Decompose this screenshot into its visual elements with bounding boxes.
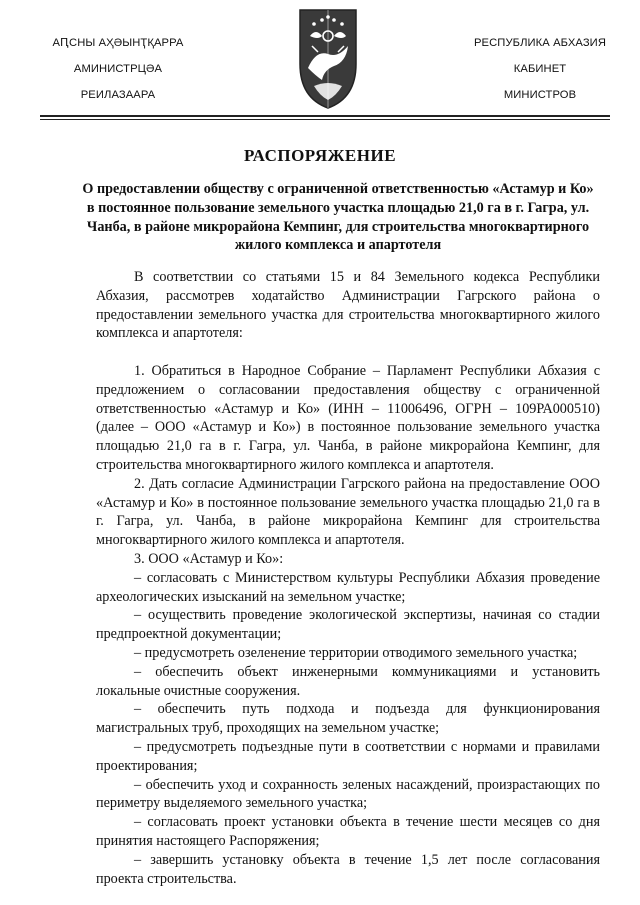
- letterhead-line: РЕИЛАЗААРА: [80, 89, 156, 101]
- obligation-item: – предусмотреть озеленение территории отводимого земельного участка;: [134, 644, 578, 661]
- clause-1: 1. Обратиться в Народное Собрание – Парламент Республики Абхазия с предложением о согласовании предоставления обществу с ограниченной ответственностью «Астамур и Ко» (ИНН – 11006496, ОГРН – 109РА000510) (далее – ООО «Астамур и Ко») в постоянное пользование земельного участка площадью 21,0 га в г. Гагра, ул. Чанба, в районе микрорайона Кемпинг, для строительства многоквартирного жилого комплекса и апартотеля.: [96, 362, 600, 473]
- abkhazia-coat-of-arms-icon: [296, 6, 360, 110]
- header-divider-thin: [40, 119, 610, 120]
- obligation-item: – предусмотреть подъездные пути в соответствии с нормами и правилами проектирования;: [96, 738, 600, 774]
- obligation-item: – согласовать проект установки объекта в течение шести месяцев со дня принятия настоящего Распоряжения;: [96, 814, 600, 849]
- letterhead-line: АԤСНЫ АҲӘЫНҬҚАРРА: [52, 37, 184, 49]
- letterhead-line: РЕСПУБЛИКА АБХАЗИЯ: [474, 37, 606, 49]
- obligation-item: – обеспечить путь подхода и подъезда для функционирования магистральных труб, проходящих на земельном участке;: [96, 701, 600, 737]
- header-divider-thick: [40, 115, 610, 117]
- obligation-item: – завершить установку объекта в течение 1,5 лет после согласования проекта строительства.: [96, 851, 600, 887]
- letterhead-line: АМИНИСТРЦӘА: [73, 63, 163, 75]
- letterhead-line: КАБИНЕТ: [513, 63, 567, 75]
- obligation-item: – осуществить проведение экологической экспертизы, начиная со стадии предпроектной документации;: [96, 607, 600, 643]
- clause-3: 3. ООО «Астамур и Ко»:: [134, 550, 284, 567]
- letterhead-russian: [440, 30, 640, 108]
- obligation-item: – обеспечить объект инженерными коммуникациями и установить локальные очистные сооружения.: [96, 663, 600, 699]
- obligation-item: – обеспечить уход и сохранность зеленых насаждений, произрастающих по периметру выделяемого земельного участка;: [96, 776, 600, 812]
- document-body: [96, 268, 600, 888]
- clause-2: 2. Дать согласие Администрации Гагрского района на предоставление ООО «Астамур и Ко» в постоянное пользование земельного участка площадью 21,0 га в г. Гагра, ул. Чанба, в районе микрорайона Кемпинг для строительства многоквартирного жилого комплекса и апартотеля.: [96, 475, 600, 549]
- letterhead-abkhaz: [18, 30, 218, 108]
- document-subject: О предоставлении обществу с ограниченной ответственностью «Астамур и Ко» в постоянное пользование земельного участка площадью 21,0 га в г. Гагра, ул. Чанба, в районе микрорайона Кемпинг, для строительства многоквартирного жилого комплекса и апартотеля: [82, 181, 594, 254]
- letterhead: [0, 0, 640, 125]
- preamble-paragraph: В соответствии со статьями 15 и 84 Земельного кодекса Республики Абхазия, рассмотрев ходатайство Администрации Гагрского района о предоставлении земельного участка для строительства многоквартирного жилого комплекса и апартотеля:: [96, 269, 600, 342]
- letterhead-line: МИНИСТРОВ: [503, 89, 577, 101]
- obligation-item: – согласовать с Министерством культуры Республики Абхазия проведение археологических изысканий на земельном участке;: [96, 569, 600, 605]
- document-title: РАСПОРЯЖЕНИЕ: [243, 146, 397, 165]
